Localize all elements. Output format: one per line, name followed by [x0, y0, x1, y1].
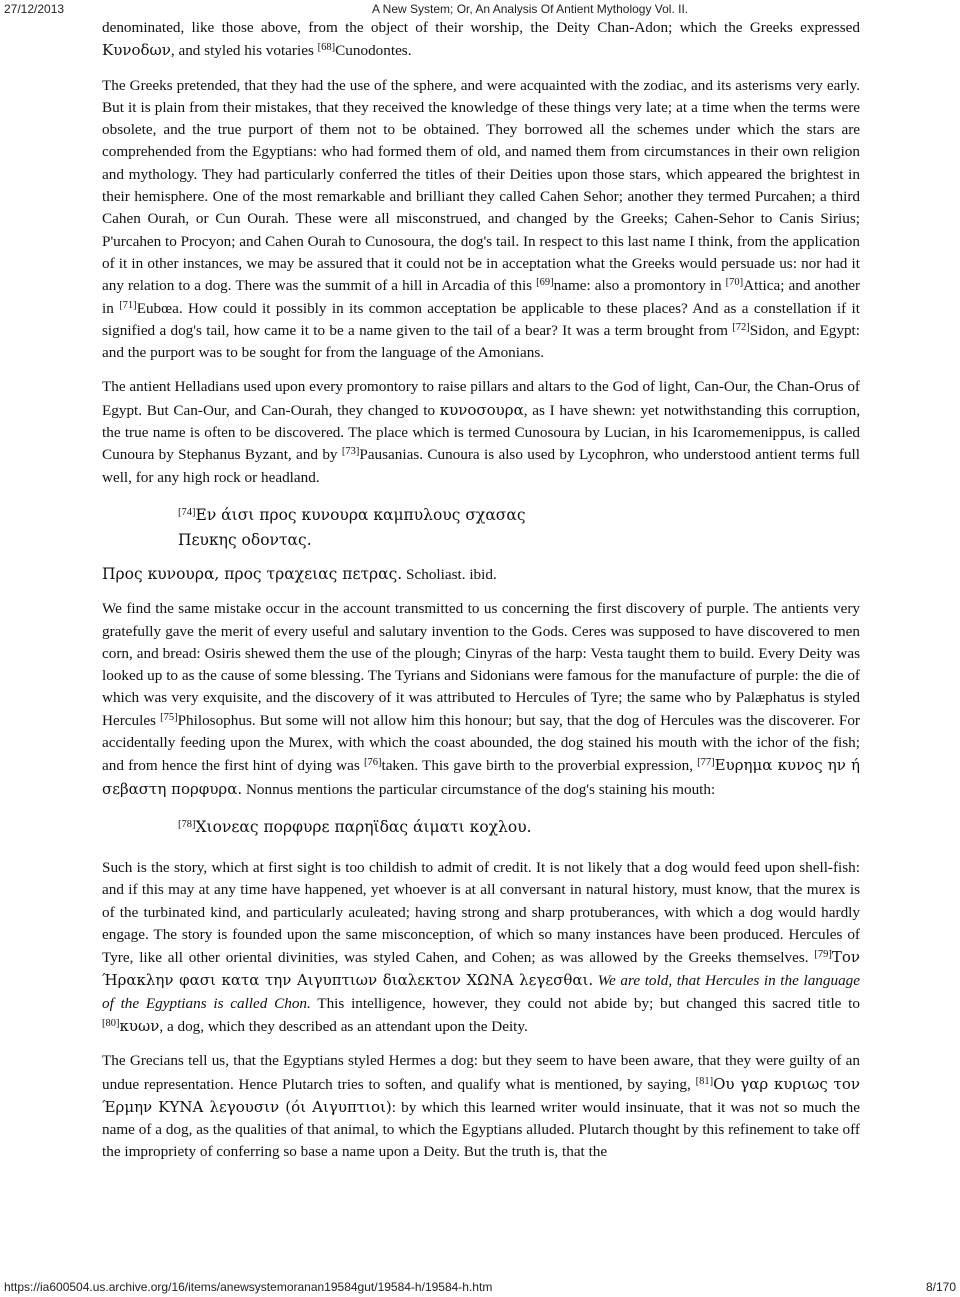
verse-quote-1 [178, 503, 860, 553]
paragraph-6: The Grecians tell us, that the Egyptians styled Hermes a dog: but they seem to have been aware, that they were guilty of an undue representation. Hence Plutarch tries to soften, and qualify what is mentioned, by saying, [81]Ου γαρ κυριως τον Έρμην ΚΥΝΑ λεγουσιν (όι Αιγυπτιοι): by which this learned writer would insinuate, that it was not so much the name of a dog, as the qualities of that animal, to which the Egyptians alluded. Plutarch thought by this refinement to take off the impropriety of conferring so base a name upon a Deity. But the truth is, that the [102, 1052, 860, 1161]
greek-text: Ευρημα κυνος ην ή σεβαστη πορφυρα. [102, 756, 861, 798]
verse-quote-2 [178, 815, 860, 839]
verse-line: [74]Εν άισι προς κυνουρα καμπυλους σχασας [178, 505, 526, 524]
footnote-link-75[interactable]: [75] [160, 711, 178, 723]
greek-text: κυνοσουρα [439, 400, 524, 419]
greek-text: Προς κυνουρα, προς τραχειας πετρας. [102, 564, 403, 583]
print-date: 27/12/2013 [4, 2, 65, 16]
greek-text: Τον Ήρακλην φασι κατα την Αιγυπτιων διαλεκτον ΧΩΝΑ λεγεσθαι. [102, 948, 860, 990]
page-url: https://ia600504.us.archive.org/16/items/anewsystemoranan19584gut/19584-h/19584-h.htm [4, 1280, 493, 1294]
footnote-link-77[interactable]: [77] [697, 757, 715, 769]
page-number: 8/170 [925, 1280, 956, 1294]
italic-translation: We are told, that Hercules in the language of the Egyptians is called Chon. [102, 972, 860, 1012]
scholia-line: Προς κυνουρα, προς τραχειας πετρας. Scholiast. ibid. [102, 564, 497, 583]
footnote-link-81[interactable]: [81] [695, 1075, 714, 1087]
greek-text: κυων [119, 1016, 160, 1035]
footnote-link-80[interactable]: [80] [102, 1017, 120, 1029]
footnote-link-71[interactable]: [71] [119, 299, 137, 311]
footnote-link-74[interactable]: [74] [178, 506, 196, 518]
page-header-title: A New System; Or, An Analysis Of Antient Mythology Vol. II. [372, 2, 689, 16]
footnote-link-72[interactable]: [72] [732, 321, 750, 333]
footnote-link-76[interactable]: [76] [363, 757, 382, 769]
greek-text: Κυνοδων [102, 41, 171, 60]
verse-line: [78]Χιονεας πορφυρε παρηϊδας άιματι κοχλου. [178, 817, 532, 836]
paragraph-1: denominated, like those above, from the object of their worship, the Deity Chan-Adon; which the Greeks expressed Κυνοδων, and styled his votaries [68]Cunodontes. [102, 19, 860, 60]
paragraph-3: The antient Helladians used upon every promontory to raise pillars and altars to the God of light, Can-Our, the Chan-Orus of Egypt. But Can-Our, and Can-Ourah, they changed to κυνοσουρα, as I have shewn: yet notwithstanding this corruption, the true name is often to be discovered. The place which is termed Cunosoura by Lucian, in his Icaromemenippus, is called Cunoura by Stephanus Byzant, and by [73]Pausanias. Cunoura is also used by Lycophron, who understood antient terms full well, for any high rock or headland. [102, 378, 861, 486]
footnote-link-68[interactable]: [68] [317, 42, 336, 54]
paragraph-2: The Greeks pretended, that they had the use of the sphere, and were acquainted with the zodiac, and its asterisms very early. But it is plain from their mistakes, that they received the knowledge of these things very late; at a time when the terms were obsolete, and the true purport of them not to be obtained. They borrowed all the schemes under which the stars are comprehended from the Egyptians: who had formed them of old, and named them from circumstances in their own religion and mythology. They had particularly conferred the titles of their Deities upon those stars, which appeared the brightest in their hemisphere. One of the most remarkable and brilliant they called Cahen Sehor; another they termed Purcahen; a third Cahen Ourah, or Cun Ourah. These were all misconstrued, and changed by the Greeks; Cahen-Sehor to Canis Sirius; P'urcahen to Procyon; and Cahen Ourah to Cunosoura, the dog's tail. In respect to this last name I think, from the application of it in other instances, we may be assured that it could not be in acceptation what the Greeks would persuade us: nor had it any relation to a dog. There was the summit of a hill in Arcadia of this [69]name: also a promontory in [70]Attica; and another in [71]Eubœa. How could it possibly in its common acceptation be applicable to these places? And as a constellation if it signified a dog's tail, how came it to be a name given to the tail of a bear? It was a term brought from [72]Sidon, and Egypt: and the purport was to be sought for from the language of the Amonians. [102, 76, 861, 362]
paragraph-5: Such is the story, which at first sight is too childish to admit of credit. It is not likely that a dog would feed upon shell-fish: and if this may at any time have happened, yet whoever is at all conversant in natural history, must know, that the murex is of the turbinated kind, and particularly aculeated; having strong and sharp protuberances, with which a dog would hardly engage. The story is founded upon the same misconception, of which so many instances have been produced. Hercules of Tyre, like all other oriental divinities, was styled Cahen, and Cohen; as was allowed by the Greeks themselves. [79]Τον Ήρακλην φασι κατα την Αιγυπτιων διαλεκτον ΧΩΝΑ λεγεσθαι. We are told, that Hercules in the language of the Egyptians is called Chon. This intelligence, however, they could not abide by; but changed this sacred title to [80]κυων, a dog, which they described as an attendant upon the Deity. [102, 858, 860, 1035]
footnote-link-69[interactable]: [69] [536, 277, 554, 289]
paragraph-4: We find the same mistake occur in the account transmitted to us concerning the first discovery of purple. The antients very gratefully gave the merit of every useful and salutary invention to the Gods. Ceres was supposed to have discovered to men corn, and bread: Osiris shewed them the use of the plough; Cinyras of the harp: Vesta taught them to build. Every Deity was looked up to as the cause of some blessing. The Tyrians and Sidonians were famous for the manufacture of purple: the die of which was very exquisite, and the discovery of it was attributed to Hercules of Tyre; the same who by Palæphatus is styled Hercules [75]Philosophus. But some will not allow him this honour; but say, that the dog of Hercules was the discoverer. For accidentally feeding upon the Murex, with which the coast abounded, the dog stained his mouth with the ichor of the fish; and from hence the first hint of dying was [76]taken. This gave birth to the proverbial expression, [77]Ευρημα κυνος ην ή σεβαστη πορφυρα. Nonnus mentions the particular circumstance of the dog's staining his mouth: [102, 600, 861, 798]
document-body [102, 17, 860, 1176]
verse-line: Πευκης οδοντας. [178, 530, 312, 549]
footnote-link-70[interactable]: [70] [725, 277, 744, 289]
footnote-link-73[interactable]: [73] [341, 446, 360, 458]
footnote-link-78[interactable]: [78] [178, 818, 196, 830]
greek-text: Ου γαρ κυριως τον Έρμην ΚΥΝΑ λεγουσιν (όι Αιγυπτιοι) [102, 1074, 860, 1116]
footnote-link-79[interactable]: [79] [814, 949, 832, 961]
